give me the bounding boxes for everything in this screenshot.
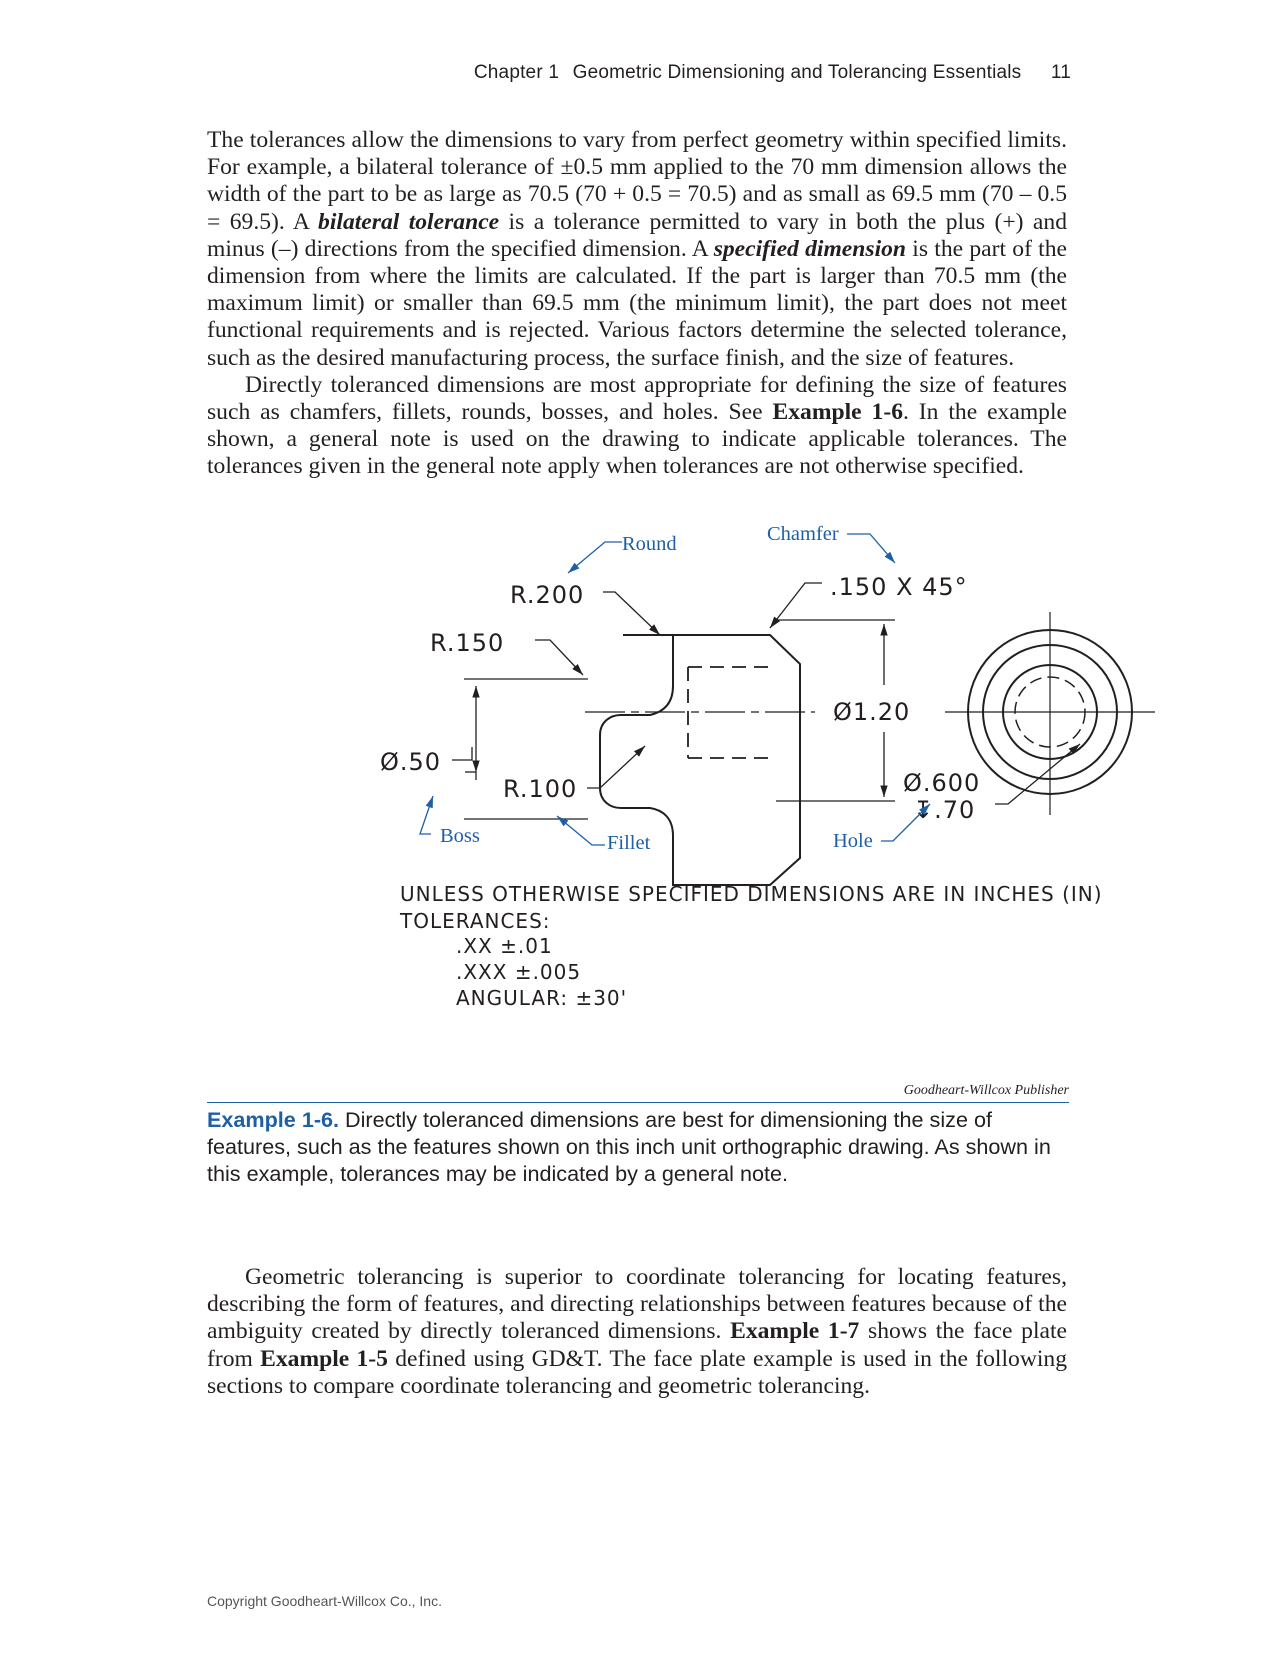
para2-text-2: . In the example shown, a general note is used on the drawing to indicate applicable tolerances. The tolerances given in the general note apply when tolerances are not otherwise specified. <box>207 399 1068 480</box>
paragraph-directly-toleranced <box>207 372 1067 481</box>
dim-chamfer: .150 X 45° <box>830 573 968 601</box>
callout-hole: Hole <box>833 830 873 852</box>
running-head <box>474 62 1071 84</box>
para3-text-1: Geometric tolerancing is superior to coordinate tolerancing for locating features, describing the form of features, and directing relationships between features because of the ambiguity created by directly toleranced dimensions. <box>207 1264 1067 1345</box>
note-line-4: .XXX ±.005 <box>456 960 582 984</box>
dim-depth-70: ↧.70 <box>913 796 976 824</box>
term-specified-dimension: specified dimension <box>713 235 907 262</box>
technical-drawing <box>190 523 1103 1080</box>
note-line-1: UNLESS OTHERWISE SPECIFIED DIMENSIONS ARE IN INCHES (IN) <box>400 882 1103 906</box>
dim-r200: R.200 <box>510 581 585 609</box>
caption-text: Directly toleranced dimensions are best for dimensioning the size of features, such as the features shown on this inch unit orthographic drawing. As shown in this example, tolerances may be indicated by a general note. <box>207 1107 1051 1186</box>
callout-round: Round <box>622 533 677 555</box>
caption-label: Example 1-6. <box>207 1107 340 1132</box>
callout-boss: Boss <box>440 825 480 847</box>
note-line-5: ANGULAR: ±30' <box>456 986 628 1010</box>
dim-dia-120: Ø1.20 <box>833 698 911 726</box>
figure-credit: Goodheart-Willcox Publisher <box>903 1083 1069 1098</box>
para2-text-1: Directly toleranced dimensions are most appropriate for defining the size of features such as chamfers, fillets, rounds, bosses, and holes. See <box>207 371 1067 426</box>
note-line-2: TOLERANCES: <box>400 909 551 933</box>
copyright-footer: Copyright Goodheart-Willcox Co., Inc. <box>207 1593 442 1609</box>
ref-example-1-6[interactable]: Example 1-6 <box>772 399 903 426</box>
dim-r150: R.150 <box>430 629 505 657</box>
chapter-title: Geometric Dimensioning and Tolerancing Essentials <box>572 62 1022 83</box>
term-bilateral-tolerance: bilateral tolerance <box>318 208 500 235</box>
para3-text-3: defined using GD&T. The face plate example is used in the following sections to compare coordinate tolerancing and geometric tolerancing. <box>207 1345 1068 1399</box>
callout-fillet: Fillet <box>607 832 651 854</box>
body-text-top <box>207 127 1067 481</box>
para1-text-2: is a tolerance permitted to vary in both the plus (+) and minus (–) directions from the specified dimension. A <box>207 208 1067 262</box>
callout-chamfer: Chamfer <box>767 523 839 545</box>
chapter-label: Chapter 1 <box>473 62 560 83</box>
para1-text-3: is the part of the dimension from where the limits are calculated. If the part is larger than 70.5 mm (the maximum limit) or smaller than 69.5 mm (the minimum limit), the part does not meet functional requirements and is rejected. Various factors determine the selected tolerance, such as the desired manufacturing process, the surface finish, and the size of features. <box>207 235 1067 371</box>
para1-text-1: The tolerances allow the dimensions to vary from perfect geometry within specified limits. For example, a bilateral tolerance of ±0.5 mm applied to the 70 mm dimension allows the width of the part to be as large as 70.5 (70 + 0.5 = 70.5) and as small as 69.5 mm (70 – 0.5 = 69.5). A <box>207 127 1067 235</box>
figure-caption <box>207 1106 1069 1187</box>
ref-example-1-5[interactable]: Example 1-5 <box>260 1345 388 1372</box>
dim-dia-600: Ø.600 <box>903 769 981 797</box>
paragraph-geometric-tolerancing <box>207 1264 1067 1400</box>
ref-example-1-7[interactable]: Example 1-7 <box>730 1318 860 1345</box>
figure-example-1-6 <box>190 523 1103 1080</box>
dim-r100: R.100 <box>503 775 578 803</box>
para3-text-2: shows the face plate from <box>207 1318 1067 1372</box>
caption-rule <box>207 1102 1069 1103</box>
page-number: 11 <box>1050 62 1071 83</box>
dim-dia-50: Ø.50 <box>380 748 442 776</box>
paragraph-bilateral-tolerance <box>207 127 1067 372</box>
note-line-3: .XX ±.01 <box>456 934 553 958</box>
body-text-bottom <box>207 1264 1067 1400</box>
